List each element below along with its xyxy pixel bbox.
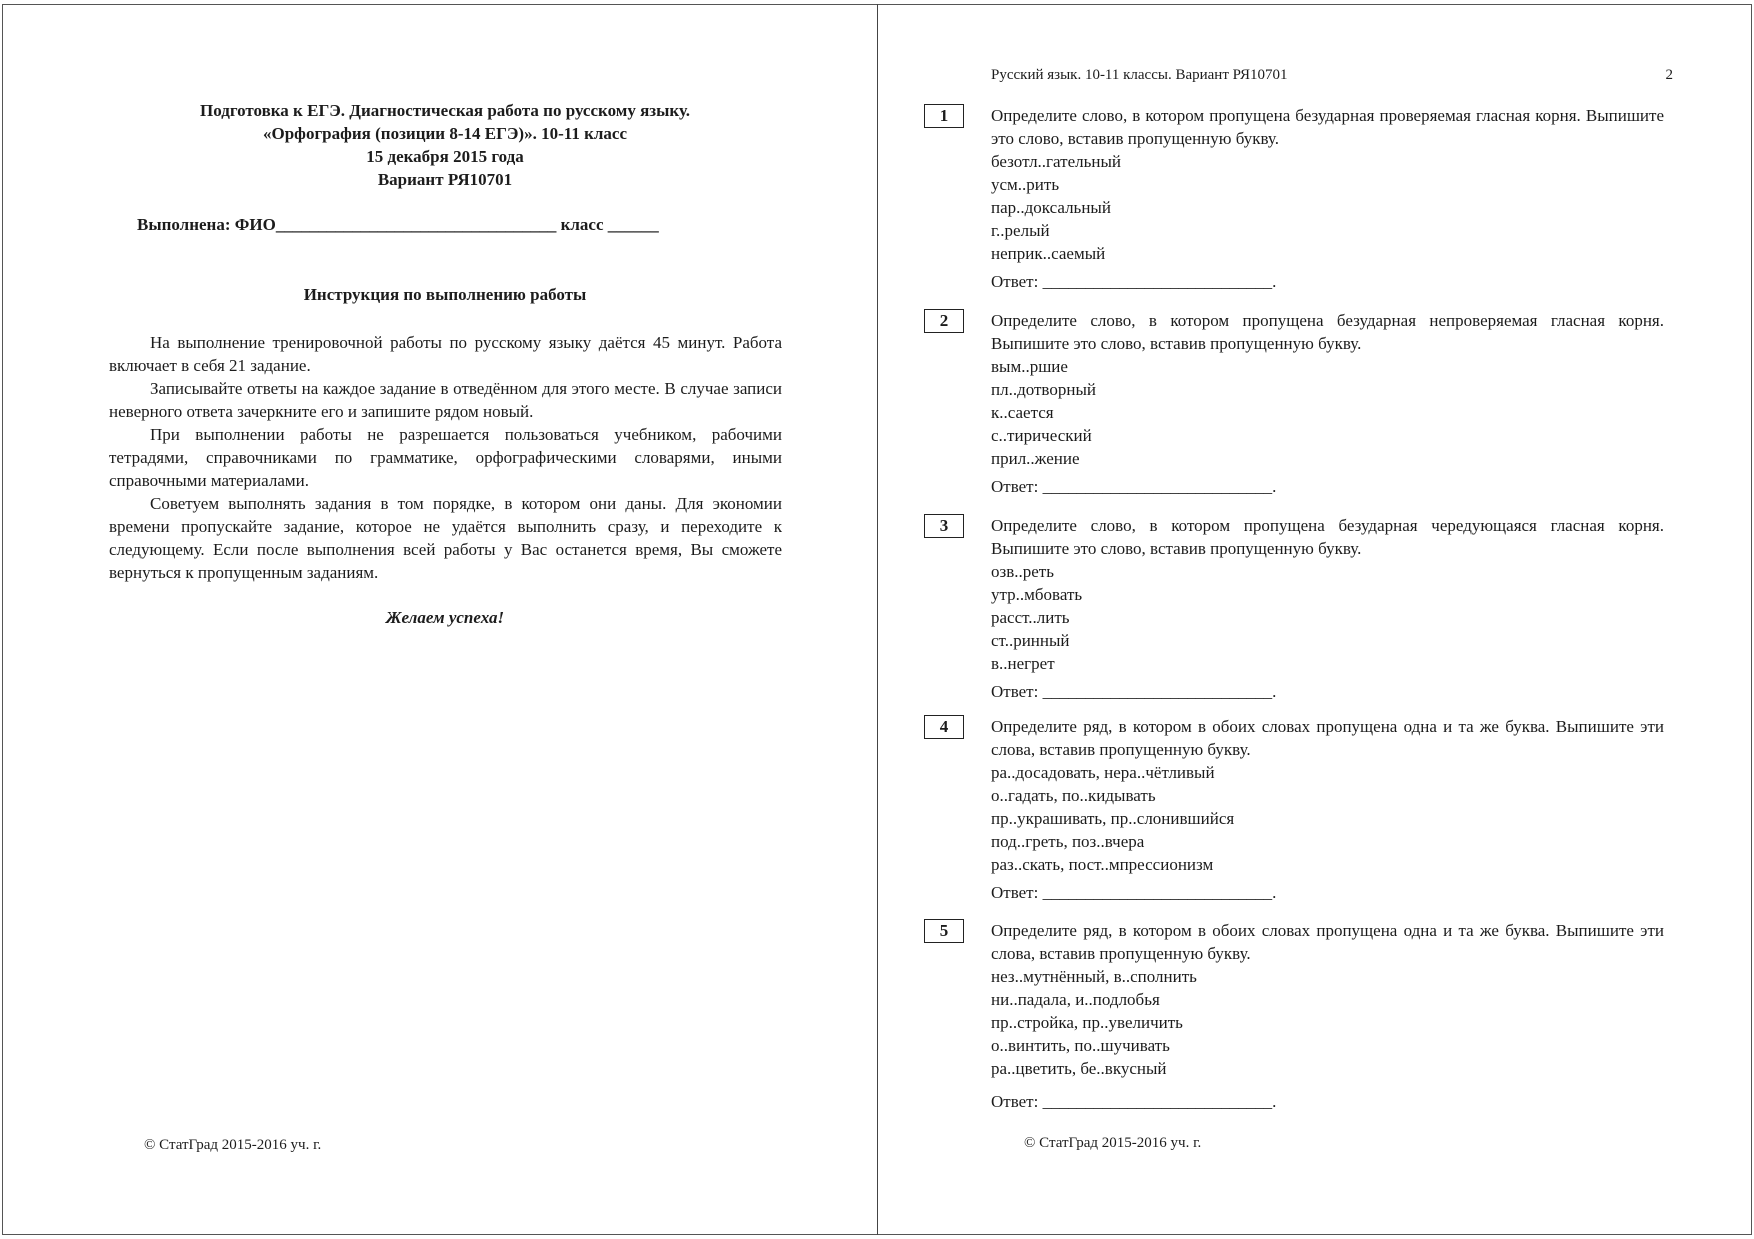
task-number-box: 5	[924, 919, 964, 943]
task-prompt: Определите слово, в котором пропущена безударная непроверяемая гласная корня. Выпишите это слово, вставив пропущенную букву.	[991, 311, 1664, 353]
task-prompt: Определите слово, в котором пропущена безударная чередующаяся гласная корня. Выпишите это слово, вставив пропущенную букву.	[991, 516, 1664, 558]
task-2	[991, 309, 1664, 498]
answer-line[interactable]: Ответ: ___________________________.	[991, 682, 1277, 701]
task-option: расст..лить	[991, 608, 1070, 627]
task-prompt: Определите ряд, в котором в обоих словах пропущена одна и та же буква. Выпишите эти слова, вставив пропущенную букву.	[991, 921, 1664, 963]
task-option: с..тирический	[991, 426, 1092, 445]
answer-line[interactable]: Ответ: ___________________________.	[991, 477, 1277, 496]
task-option: пар..доксальный	[991, 198, 1111, 217]
task-option: к..сается	[991, 403, 1054, 422]
good-luck-wish: Желаем успеха!	[385, 608, 505, 627]
task-prompt: Определите ряд, в котором в обоих словах пропущена одна и та же буква. Выпишите эти слова, вставив пропущенную букву.	[991, 717, 1664, 759]
task-4	[991, 715, 1664, 904]
task-option: пр..стройка, пр..увеличить	[991, 1013, 1183, 1032]
task-number-box: 1	[924, 104, 964, 128]
answer-line[interactable]: Ответ: ___________________________.	[991, 883, 1277, 902]
task-1	[991, 104, 1664, 293]
task-option: о..гадать, по..кидывать	[991, 786, 1156, 805]
task-option: г..релый	[991, 221, 1050, 240]
tasks-page	[878, 0, 1754, 1239]
instruction-title: Инструкция по выполнению работы	[303, 285, 587, 304]
task-option: пл..дотворный	[991, 380, 1096, 399]
task-prompt: Определите слово, в котором пропущена безударная проверяемая гласная корня. Выпишите это слово, вставив пропущенную букву.	[991, 106, 1664, 148]
task-option: ра..цветить, бе..вкусный	[991, 1059, 1167, 1078]
title-line: «Орфография (позиции 8-14 ЕГЭ)». 10-11 класс	[263, 124, 627, 143]
task-option: усм..рить	[991, 175, 1060, 194]
task-option: прил..жение	[991, 449, 1080, 468]
task-option: вым..ршие	[991, 357, 1068, 376]
task-option: ст..ринный	[991, 631, 1070, 650]
task-option: ра..досадовать, нера..чётливый	[991, 763, 1215, 782]
running-head-title: Русский язык. 10-11 классы. Вариант РЯ10701	[991, 67, 1288, 83]
instruction-paragraph: Советуем выполнять задания в том порядке, в котором они даны. Для экономии времени пропускайте задание, которое не удаётся выполнить сразу, и переходите к следующему. Если после выполнения всей работы у Вас останется время, Вы сможете вернуться к пропущенным заданиям.	[109, 494, 782, 582]
document-title	[100, 99, 790, 191]
completed-by-line: Выполнена: ФИО_________________________________ класс ______	[137, 215, 659, 234]
task-option: раз..скать, пост..мпрессионизм	[991, 855, 1214, 874]
task-option: пр..украшивать, пр..слонившийся	[991, 809, 1235, 828]
title-line: Подготовка к ЕГЭ. Диагностическая работа по русскому языку.	[199, 101, 690, 120]
title-line: Вариант РЯ10701	[377, 170, 513, 189]
instruction-body	[109, 331, 782, 584]
task-number-box: 4	[924, 715, 964, 739]
task-5	[991, 919, 1664, 1113]
task-option: о..винтить, по..шучивать	[991, 1036, 1170, 1055]
title-line: 15 декабря 2015 года	[366, 147, 524, 166]
task-option: нез..мутнённый, в..сполнить	[991, 967, 1197, 986]
task-3	[991, 514, 1664, 703]
answer-line[interactable]: Ответ: ___________________________.	[991, 272, 1277, 291]
copyright-footer: © СтатГрад 2015-2016 уч. г.	[1024, 1135, 1202, 1151]
task-number-box: 2	[924, 309, 964, 333]
running-header	[991, 67, 1673, 84]
page-number: 2	[1665, 67, 1673, 83]
copyright-footer: © СтатГрад 2015-2016 уч. г.	[144, 1137, 322, 1153]
instruction-paragraph: При выполнении работы не разрешается пользоваться учебником, рабочими тетрадями, справочниками по грамматике, орфографическими словарями, иными справочными материалами.	[109, 425, 782, 490]
task-option: под..греть, поз..вчера	[991, 832, 1145, 851]
task-option: в..негрет	[991, 654, 1055, 673]
task-option: утр..мбовать	[991, 585, 1083, 604]
instruction-paragraph: Записывайте ответы на каждое задание в отведённом для этого месте. В случае записи неверного ответа зачеркните его и запишите рядом новый.	[109, 379, 782, 421]
task-option: ни..падала, и..подлобья	[991, 990, 1160, 1009]
task-number-box: 3	[924, 514, 964, 538]
instruction-paragraph: На выполнение тренировочной работы по русскому языку даётся 45 минут. Работа включает в себя 21 задание.	[109, 333, 782, 375]
task-option: неприк..саемый	[991, 244, 1106, 263]
task-option: озв..реть	[991, 562, 1054, 581]
task-option: безотл..гательный	[991, 152, 1121, 171]
answer-line[interactable]: Ответ: ___________________________.	[991, 1092, 1277, 1111]
